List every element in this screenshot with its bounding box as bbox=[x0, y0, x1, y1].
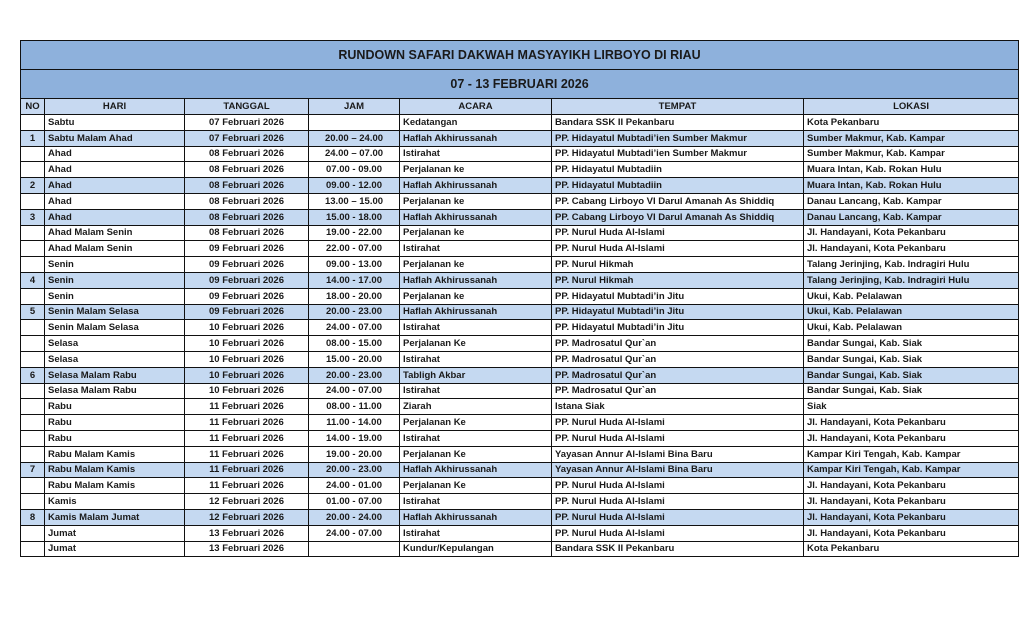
cell-no bbox=[21, 446, 45, 462]
cell-tanggal: 07 Februari 2026 bbox=[185, 130, 309, 146]
cell-tanggal: 13 Februari 2026 bbox=[185, 541, 309, 557]
cell-no bbox=[21, 336, 45, 352]
cell-jam: 13.00 – 15.00 bbox=[309, 193, 400, 209]
cell-hari: Rabu bbox=[45, 430, 185, 446]
cell-lokasi: Siak bbox=[804, 399, 1019, 415]
cell-tempat: Yayasan Annur Al-Islami Bina Baru bbox=[552, 462, 804, 478]
cell-tanggal: 10 Februari 2026 bbox=[185, 367, 309, 383]
cell-tempat: PP. Hidayatul Mubtadi’ien Sumber Makmur bbox=[552, 146, 804, 162]
cell-lokasi: Sumber Makmur, Kab. Kampar bbox=[804, 146, 1019, 162]
cell-tempat: PP. Nurul Huda Al-Islami bbox=[552, 430, 804, 446]
cell-tempat: PP. Hidayatul Mubtadi’in Jitu bbox=[552, 304, 804, 320]
table-row bbox=[21, 193, 1019, 209]
cell-hari: Jumat bbox=[45, 525, 185, 541]
cell-lokasi: Sumber Makmur, Kab. Kampar bbox=[804, 130, 1019, 146]
column-header-hari: HARI bbox=[45, 99, 185, 115]
cell-jam: 20.00 – 24.00 bbox=[309, 130, 400, 146]
cell-hari: Ahad Malam Senin bbox=[45, 225, 185, 241]
cell-acara: Istirahat bbox=[400, 383, 552, 399]
cell-tanggal: 09 Februari 2026 bbox=[185, 288, 309, 304]
column-header-jam: JAM bbox=[309, 99, 400, 115]
cell-tempat: PP. Hidayatul Mubtadi’ien Sumber Makmur bbox=[552, 130, 804, 146]
table-row bbox=[21, 130, 1019, 146]
cell-no: 4 bbox=[21, 272, 45, 288]
table-row bbox=[21, 146, 1019, 162]
cell-tempat: Istana Siak bbox=[552, 399, 804, 415]
table-row bbox=[21, 225, 1019, 241]
cell-hari: Senin bbox=[45, 288, 185, 304]
cell-hari: Rabu Malam Kamis bbox=[45, 446, 185, 462]
cell-no bbox=[21, 430, 45, 446]
cell-no bbox=[21, 541, 45, 557]
cell-jam bbox=[309, 541, 400, 557]
cell-tempat: PP. Madrosatul Qur`an bbox=[552, 383, 804, 399]
cell-acara: Istirahat bbox=[400, 241, 552, 257]
cell-jam: 24.00 – 07.00 bbox=[309, 146, 400, 162]
cell-lokasi: Muara Intan, Kab. Rokan Hulu bbox=[804, 162, 1019, 178]
cell-no bbox=[21, 320, 45, 336]
cell-jam: 14.00 - 19.00 bbox=[309, 430, 400, 446]
table-row bbox=[21, 272, 1019, 288]
cell-tanggal: 11 Februari 2026 bbox=[185, 478, 309, 494]
cell-tanggal: 09 Februari 2026 bbox=[185, 304, 309, 320]
cell-jam: 01.00 - 07.00 bbox=[309, 494, 400, 510]
cell-hari: Ahad bbox=[45, 209, 185, 225]
cell-jam: 09.00 - 12.00 bbox=[309, 178, 400, 194]
cell-no bbox=[21, 257, 45, 273]
date-range: 07 - 13 FEBRUARI 2026 bbox=[21, 70, 1019, 99]
cell-tanggal: 10 Februari 2026 bbox=[185, 320, 309, 336]
cell-lokasi: Ukui, Kab. Pelalawan bbox=[804, 288, 1019, 304]
cell-no: 8 bbox=[21, 509, 45, 525]
table-row bbox=[21, 351, 1019, 367]
cell-hari: Senin bbox=[45, 257, 185, 273]
cell-jam: 09.00 - 13.00 bbox=[309, 257, 400, 273]
cell-lokasi: Muara Intan, Kab. Rokan Hulu bbox=[804, 178, 1019, 194]
cell-no: 2 bbox=[21, 178, 45, 194]
cell-acara: Tabligh Akbar bbox=[400, 367, 552, 383]
cell-hari: Ahad bbox=[45, 178, 185, 194]
table-row bbox=[21, 257, 1019, 273]
cell-tanggal: 10 Februari 2026 bbox=[185, 336, 309, 352]
column-header-acara: ACARA bbox=[400, 99, 552, 115]
cell-lokasi: Danau Lancang, Kab. Kampar bbox=[804, 209, 1019, 225]
cell-tanggal: 10 Februari 2026 bbox=[185, 383, 309, 399]
cell-no: 1 bbox=[21, 130, 45, 146]
cell-acara: Kundur/Kepulangan bbox=[400, 541, 552, 557]
table-row bbox=[21, 478, 1019, 494]
cell-tempat: Bandara SSK II Pekanbaru bbox=[552, 541, 804, 557]
cell-jam: 19.00 - 20.00 bbox=[309, 446, 400, 462]
cell-no bbox=[21, 146, 45, 162]
cell-hari: Selasa Malam Rabu bbox=[45, 383, 185, 399]
cell-tanggal: 08 Februari 2026 bbox=[185, 225, 309, 241]
cell-tempat: PP. Hidayatul Mubtadi’in Jitu bbox=[552, 320, 804, 336]
cell-tanggal: 11 Februari 2026 bbox=[185, 415, 309, 431]
cell-tanggal: 09 Februari 2026 bbox=[185, 257, 309, 273]
cell-lokasi: Bandar Sungai, Kab. Siak bbox=[804, 383, 1019, 399]
cell-no bbox=[21, 225, 45, 241]
cell-no: 7 bbox=[21, 462, 45, 478]
cell-jam: 14.00 - 17.00 bbox=[309, 272, 400, 288]
cell-acara: Perjalanan Ke bbox=[400, 478, 552, 494]
cell-tempat: PP. Nurul Hikmah bbox=[552, 257, 804, 273]
cell-no bbox=[21, 478, 45, 494]
cell-no bbox=[21, 115, 45, 131]
cell-hari: Senin bbox=[45, 272, 185, 288]
table-row bbox=[21, 178, 1019, 194]
cell-jam: 08.00 - 11.00 bbox=[309, 399, 400, 415]
cell-lokasi: Jl. Handayani, Kota Pekanbaru bbox=[804, 509, 1019, 525]
cell-jam: 24.00 - 07.00 bbox=[309, 320, 400, 336]
table-row bbox=[21, 430, 1019, 446]
cell-lokasi: Jl. Handayani, Kota Pekanbaru bbox=[804, 241, 1019, 257]
cell-lokasi: Danau Lancang, Kab. Kampar bbox=[804, 193, 1019, 209]
cell-no bbox=[21, 399, 45, 415]
cell-jam: 15.00 - 18.00 bbox=[309, 209, 400, 225]
table-row bbox=[21, 241, 1019, 257]
cell-acara: Perjalanan ke bbox=[400, 225, 552, 241]
table-row bbox=[21, 304, 1019, 320]
cell-lokasi: Kampar Kiri Tengah, Kab. Kampar bbox=[804, 446, 1019, 462]
table-row bbox=[21, 399, 1019, 415]
cell-tanggal: 11 Februari 2026 bbox=[185, 462, 309, 478]
cell-no bbox=[21, 383, 45, 399]
cell-tempat: PP. Hidayatul Mubtadiin bbox=[552, 178, 804, 194]
table-row bbox=[21, 115, 1019, 131]
cell-no bbox=[21, 241, 45, 257]
table-row bbox=[21, 462, 1019, 478]
cell-hari: Rabu Malam Kamis bbox=[45, 462, 185, 478]
cell-hari: Senin Malam Selasa bbox=[45, 304, 185, 320]
column-header-lokasi: LOKASI bbox=[804, 99, 1019, 115]
table-row bbox=[21, 525, 1019, 541]
cell-hari: Rabu bbox=[45, 415, 185, 431]
cell-acara: Haflah Akhirussanah bbox=[400, 178, 552, 194]
cell-no bbox=[21, 193, 45, 209]
cell-hari: Rabu Malam Kamis bbox=[45, 478, 185, 494]
cell-acara: Perjalanan Ke bbox=[400, 415, 552, 431]
column-header-no: NO bbox=[21, 99, 45, 115]
cell-no: 3 bbox=[21, 209, 45, 225]
cell-tempat: PP. Nurul Huda Al-Islami bbox=[552, 415, 804, 431]
cell-lokasi: Jl. Handayani, Kota Pekanbaru bbox=[804, 478, 1019, 494]
cell-lokasi: Bandar Sungai, Kab. Siak bbox=[804, 336, 1019, 352]
cell-lokasi: Kota Pekanbaru bbox=[804, 115, 1019, 131]
table-title: RUNDOWN SAFARI DAKWAH MASYAYIKH LIRBOYO DI RIAU bbox=[21, 41, 1019, 70]
cell-acara: Haflah Akhirussanah bbox=[400, 209, 552, 225]
cell-acara: Haflah Akhirussanah bbox=[400, 304, 552, 320]
cell-tanggal: 08 Februari 2026 bbox=[185, 162, 309, 178]
column-header-tempat: TEMPAT bbox=[552, 99, 804, 115]
cell-lokasi: Kota Pekanbaru bbox=[804, 541, 1019, 557]
cell-no bbox=[21, 162, 45, 178]
cell-lokasi: Jl. Handayani, Kota Pekanbaru bbox=[804, 225, 1019, 241]
cell-tanggal: 11 Februari 2026 bbox=[185, 430, 309, 446]
cell-tanggal: 12 Februari 2026 bbox=[185, 494, 309, 510]
cell-hari: Selasa Malam Rabu bbox=[45, 367, 185, 383]
cell-lokasi: Kampar Kiri Tengah, Kab. Kampar bbox=[804, 462, 1019, 478]
cell-hari: Sabtu Malam Ahad bbox=[45, 130, 185, 146]
cell-tempat: PP. Nurul Huda Al-Islami bbox=[552, 241, 804, 257]
cell-tanggal: 09 Februari 2026 bbox=[185, 272, 309, 288]
cell-tanggal: 10 Februari 2026 bbox=[185, 351, 309, 367]
cell-hari: Ahad bbox=[45, 146, 185, 162]
column-header-tanggal: TANGGAL bbox=[185, 99, 309, 115]
table-row bbox=[21, 367, 1019, 383]
cell-hari: Sabtu bbox=[45, 115, 185, 131]
table-row bbox=[21, 288, 1019, 304]
cell-tanggal: 07 Februari 2026 bbox=[185, 115, 309, 131]
cell-jam: 20.00 - 23.00 bbox=[309, 367, 400, 383]
cell-no bbox=[21, 351, 45, 367]
cell-jam: 20.00 - 24.00 bbox=[309, 509, 400, 525]
cell-acara: Haflah Akhirussanah bbox=[400, 462, 552, 478]
cell-jam: 22.00 - 07.00 bbox=[309, 241, 400, 257]
header-row bbox=[21, 99, 1019, 115]
cell-tanggal: 08 Februari 2026 bbox=[185, 209, 309, 225]
table-row bbox=[21, 509, 1019, 525]
cell-jam: 24.00 - 07.00 bbox=[309, 383, 400, 399]
cell-acara: Perjalanan ke bbox=[400, 288, 552, 304]
cell-acara: Perjalanan Ke bbox=[400, 336, 552, 352]
cell-acara: Istirahat bbox=[400, 525, 552, 541]
cell-tanggal: 08 Februari 2026 bbox=[185, 193, 309, 209]
cell-acara: Haflah Akhirussanah bbox=[400, 130, 552, 146]
cell-tempat: PP. Nurul Huda Al-Islami bbox=[552, 525, 804, 541]
cell-hari: Selasa bbox=[45, 351, 185, 367]
cell-hari: Senin Malam Selasa bbox=[45, 320, 185, 336]
cell-lokasi: Jl. Handayani, Kota Pekanbaru bbox=[804, 525, 1019, 541]
cell-acara: Perjalanan ke bbox=[400, 162, 552, 178]
cell-jam: 07.00 - 09.00 bbox=[309, 162, 400, 178]
cell-lokasi: Talang Jerinjing, Kab. Indragiri Hulu bbox=[804, 257, 1019, 273]
cell-hari: Selasa bbox=[45, 336, 185, 352]
cell-lokasi: Talang Jerinjing, Kab. Indragiri Hulu bbox=[804, 272, 1019, 288]
cell-acara: Haflah Akhirussanah bbox=[400, 272, 552, 288]
cell-tempat: Bandara SSK II Pekanbaru bbox=[552, 115, 804, 131]
cell-tempat: PP. Nurul Huda Al-Islami bbox=[552, 478, 804, 494]
cell-tempat: PP. Hidayatul Mubtadiin bbox=[552, 162, 804, 178]
cell-acara: Haflah Akhirussanah bbox=[400, 509, 552, 525]
cell-acara: Perjalanan ke bbox=[400, 193, 552, 209]
table-row bbox=[21, 415, 1019, 431]
cell-no bbox=[21, 525, 45, 541]
cell-jam: 18.00 - 20.00 bbox=[309, 288, 400, 304]
cell-jam: 24.00 - 07.00 bbox=[309, 525, 400, 541]
cell-tempat: Yayasan Annur Al-Islami Bina Baru bbox=[552, 446, 804, 462]
cell-tempat: PP. Hidayatul Mubtadi’in Jitu bbox=[552, 288, 804, 304]
cell-lokasi: Jl. Handayani, Kota Pekanbaru bbox=[804, 430, 1019, 446]
cell-no: 5 bbox=[21, 304, 45, 320]
cell-tempat: PP. Nurul Huda Al-Islami bbox=[552, 494, 804, 510]
table-row bbox=[21, 494, 1019, 510]
cell-tempat: PP. Cabang Lirboyo VI Darul Amanah As Shiddiq bbox=[552, 209, 804, 225]
cell-tanggal: 11 Februari 2026 bbox=[185, 399, 309, 415]
cell-acara: Istirahat bbox=[400, 351, 552, 367]
table-row bbox=[21, 541, 1019, 557]
cell-no bbox=[21, 415, 45, 431]
cell-tempat: PP. Cabang Lirboyo VI Darul Amanah As Shiddiq bbox=[552, 193, 804, 209]
table-row bbox=[21, 446, 1019, 462]
cell-lokasi: Bandar Sungai, Kab. Siak bbox=[804, 367, 1019, 383]
cell-lokasi: Bandar Sungai, Kab. Siak bbox=[804, 351, 1019, 367]
cell-tempat: PP. Madrosatul Qur`an bbox=[552, 351, 804, 367]
cell-tanggal: 12 Februari 2026 bbox=[185, 509, 309, 525]
cell-jam: 08.00 - 15.00 bbox=[309, 336, 400, 352]
cell-no bbox=[21, 494, 45, 510]
cell-hari: Kamis Malam Jumat bbox=[45, 509, 185, 525]
rundown-table bbox=[20, 40, 1019, 557]
cell-jam: 20.00 - 23.00 bbox=[309, 304, 400, 320]
cell-tanggal: 09 Februari 2026 bbox=[185, 241, 309, 257]
cell-lokasi: Ukui, Kab. Pelalawan bbox=[804, 320, 1019, 336]
cell-jam: 20.00 - 23.00 bbox=[309, 462, 400, 478]
table-row bbox=[21, 336, 1019, 352]
cell-jam: 19.00 - 22.00 bbox=[309, 225, 400, 241]
cell-hari: Ahad bbox=[45, 162, 185, 178]
cell-hari: Ahad Malam Senin bbox=[45, 241, 185, 257]
cell-tanggal: 08 Februari 2026 bbox=[185, 146, 309, 162]
cell-no bbox=[21, 288, 45, 304]
table-row bbox=[21, 209, 1019, 225]
cell-jam: 24.00 - 01.00 bbox=[309, 478, 400, 494]
cell-tempat: PP. Madrosatul Qur`an bbox=[552, 336, 804, 352]
cell-acara: Kedatangan bbox=[400, 115, 552, 131]
cell-acara: Istirahat bbox=[400, 320, 552, 336]
cell-jam bbox=[309, 115, 400, 131]
cell-tempat: PP. Nurul Huda Al-Islami bbox=[552, 225, 804, 241]
cell-jam: 15.00 - 20.00 bbox=[309, 351, 400, 367]
cell-lokasi: Jl. Handayani, Kota Pekanbaru bbox=[804, 494, 1019, 510]
cell-lokasi: Ukui, Kab. Pelalawan bbox=[804, 304, 1019, 320]
cell-jam: 11.00 - 14.00 bbox=[309, 415, 400, 431]
cell-hari: Jumat bbox=[45, 541, 185, 557]
table-row bbox=[21, 383, 1019, 399]
table-row bbox=[21, 320, 1019, 336]
cell-acara: Perjalanan Ke bbox=[400, 446, 552, 462]
cell-no: 6 bbox=[21, 367, 45, 383]
cell-hari: Rabu bbox=[45, 399, 185, 415]
cell-tanggal: 13 Februari 2026 bbox=[185, 525, 309, 541]
table-row bbox=[21, 162, 1019, 178]
cell-tempat: PP. Madrosatul Qur`an bbox=[552, 367, 804, 383]
cell-acara: Istirahat bbox=[400, 430, 552, 446]
cell-acara: Ziarah bbox=[400, 399, 552, 415]
cell-tanggal: 11 Februari 2026 bbox=[185, 446, 309, 462]
cell-lokasi: Jl. Handayani, Kota Pekanbaru bbox=[804, 415, 1019, 431]
cell-hari: Kamis bbox=[45, 494, 185, 510]
cell-hari: Ahad bbox=[45, 193, 185, 209]
cell-acara: Istirahat bbox=[400, 146, 552, 162]
cell-acara: Perjalanan ke bbox=[400, 257, 552, 273]
cell-tanggal: 08 Februari 2026 bbox=[185, 178, 309, 194]
cell-tempat: PP. Nurul Huda Al-Islami bbox=[552, 509, 804, 525]
cell-tempat: PP. Nurul Hikmah bbox=[552, 272, 804, 288]
cell-acara: Istirahat bbox=[400, 494, 552, 510]
